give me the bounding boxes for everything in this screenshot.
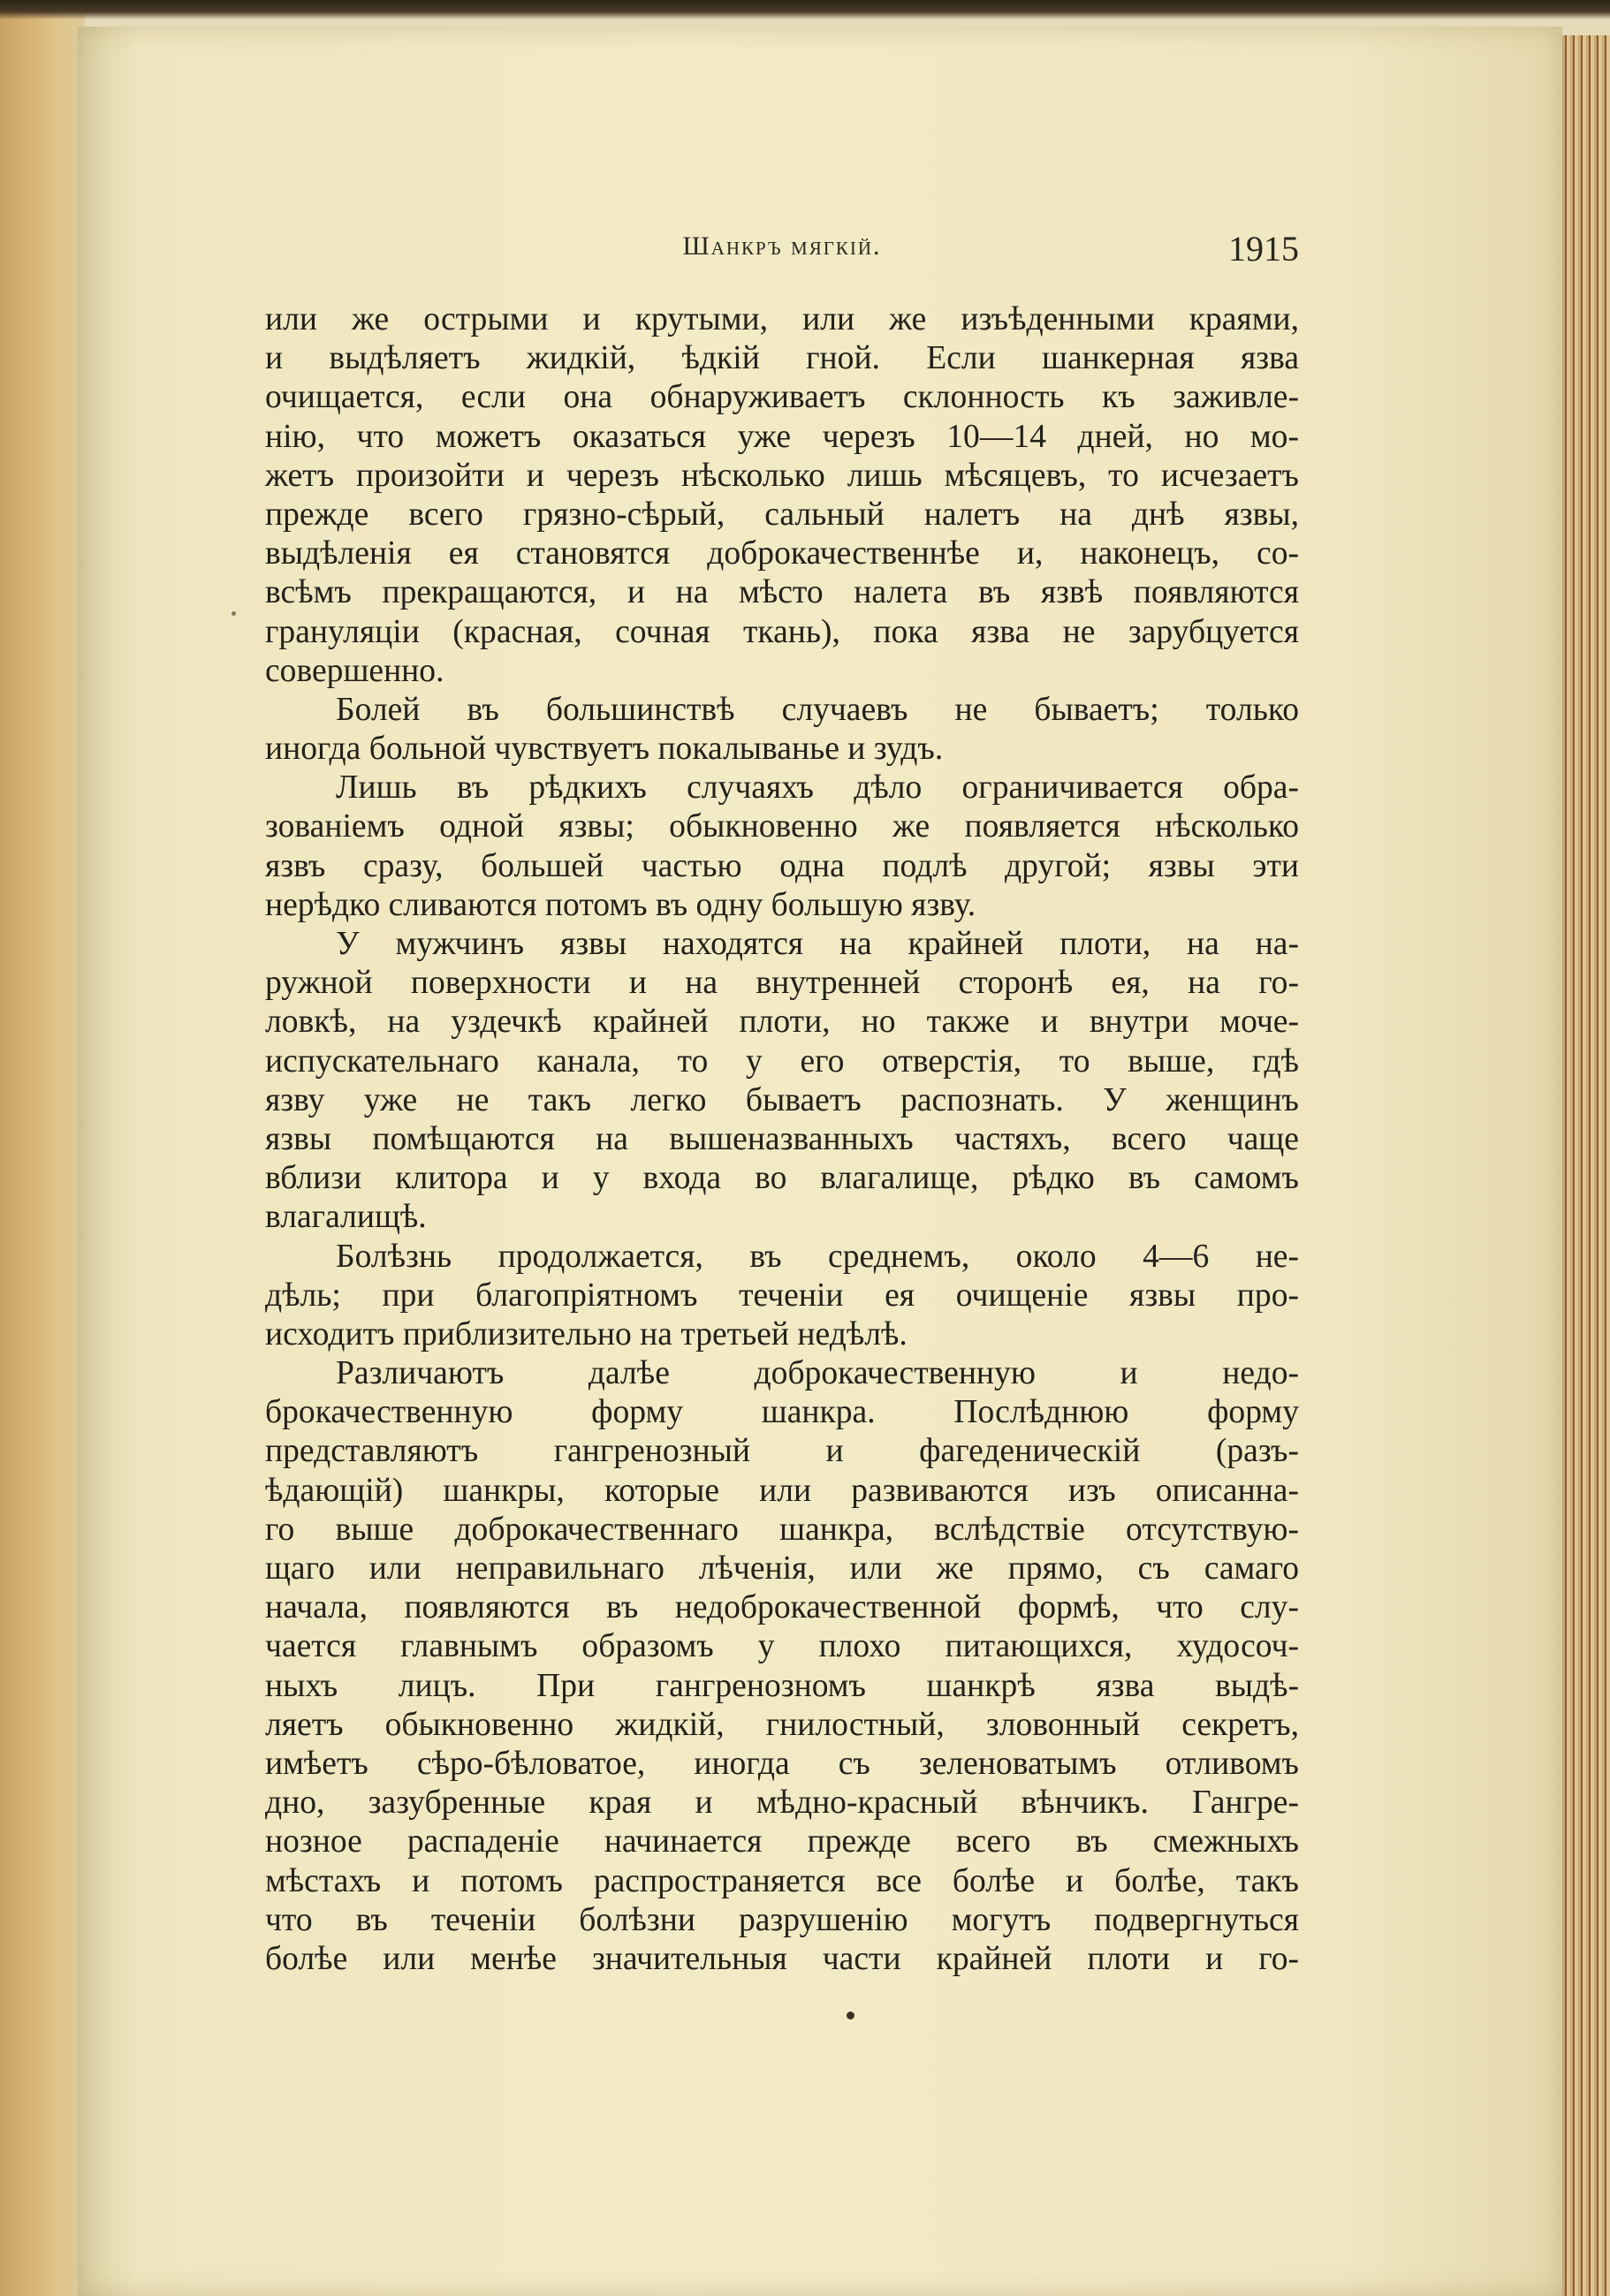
text-line: мѣстахъ и потомъ распространяется все болѣе и болѣе, такъ <box>265 1862 1299 1899</box>
text-line: дно, зазубренные края и мѣдно-красный вѣнчикъ. Гангре- <box>265 1785 1299 1822</box>
text-line: ѣдающій) шанкры, которые или развиваются изъ описанна- <box>265 1472 1299 1509</box>
page-number: 1915 <box>1228 229 1299 269</box>
text-line: прежде всего грязно-сѣрый, сальный налетъ на днѣ язвы, <box>265 496 1299 533</box>
text-line: У мужчинъ язвы находятся на крайней плоти, на на- <box>336 926 1299 962</box>
text-line: Различаютъ далѣе доброкачественную и недо- <box>336 1355 1299 1392</box>
text-line: жетъ произойти и черезъ нѣсколько лишь мѣсяцевъ, то исчезаетъ <box>265 457 1299 494</box>
text-line: Болѣзнь продолжается, въ среднемъ, около 4—6 не- <box>336 1238 1299 1275</box>
body-text <box>265 300 1299 1979</box>
text-line: язвы помѣщаются на вышеназванныхъ частяхъ, всего чаще <box>265 1120 1299 1157</box>
text-line: брокачественную форму шанкра. Послѣднюю форму <box>265 1394 1299 1431</box>
text-line: зованіемъ одной язвы; обыкновенно же появляется нѣсколько <box>265 808 1299 845</box>
text-line: начала, появляются въ недоброкачественной формѣ, что слу- <box>265 1589 1299 1626</box>
page-edges <box>1562 35 1610 2296</box>
running-head <box>265 231 1299 276</box>
text-line: нію, что можетъ оказаться уже черезъ 10—14 дней, но мо- <box>265 418 1299 455</box>
text-line: нерѣдко сливаются потомъ въ одну большую язву. <box>265 886 976 923</box>
running-head-title: Шанкръ мягкій. <box>682 231 882 261</box>
text-line: болѣе или менѣе значительныя части крайней плоти и го- <box>265 1940 1299 1977</box>
text-line: Лишь въ рѣдкихъ случаяхъ дѣло ограничивается обра- <box>336 769 1299 807</box>
text-line: что въ теченіи болѣзни разрушенію могутъ подвергнуться <box>265 1901 1299 1938</box>
text-line: или же острыми и крутыми, или же изъѣденными краями, <box>265 301 1299 337</box>
ink-speck <box>232 611 236 616</box>
text-line: Болей въ большинствѣ случаевъ не бываетъ; только <box>336 691 1299 728</box>
text-line: ловкѣ, на уздечкѣ крайней плоти, но также и внутри моче- <box>265 1004 1299 1041</box>
top-shadow <box>0 0 1610 19</box>
text-line: испускательнаго канала, то у его отверстія, то выше, гдѣ <box>265 1042 1299 1080</box>
ink-dot <box>847 2012 854 2019</box>
text-line: нозное распаденіе начинается прежде всего въ смежныхъ <box>265 1823 1299 1860</box>
text-line: вблизи клитора и у входа во влагалище, рѣдко въ самомъ <box>265 1160 1299 1197</box>
text-line: всѣмъ прекращаются, и на мѣсто налета въ язвѣ появляются <box>265 574 1299 611</box>
text-line: иногда больной чувствуетъ покалыванье и зудъ. <box>265 731 944 768</box>
text-line: язвъ сразу, большей частью одна подлѣ другой; язвы эти <box>265 847 1299 884</box>
text-line: и выдѣляетъ жидкій, ѣдкій гной. Если шанкерная язва <box>265 340 1299 377</box>
text-line: чается главнымъ образомъ у плохо питающихся, худосоч- <box>265 1628 1299 1665</box>
text-line: ружной поверхности и на внутренней сторонѣ ея, на го- <box>265 965 1299 1002</box>
text-line: представляютъ гангренозный и фагеденическій (разъ- <box>265 1433 1299 1470</box>
text-line: ныхъ лицъ. При гангренозномъ шанкрѣ язва выдѣ- <box>265 1667 1299 1704</box>
text-line: язву уже не такъ легко бываетъ распознать. У женщинъ <box>265 1081 1299 1118</box>
text-line: имѣетъ сѣро-бѣловатое, иногда съ зеленоватымъ отливомъ <box>265 1745 1299 1782</box>
text-line: грануляціи (красная, сочная ткань), пока язва не зарубцуется <box>265 613 1299 650</box>
text-line: влагалищѣ. <box>265 1199 427 1236</box>
text-line: выдѣленія ея становятся доброкачественнѣе и, наконецъ, со- <box>265 535 1299 572</box>
text-line: очищается, если она обнаруживаетъ склонность къ заживле- <box>265 379 1299 416</box>
text-line: го выше доброкачественнаго шанкра, вслѣдствіе отсутствую- <box>265 1511 1299 1548</box>
text-line: ляетъ обыкновенно жидкій, гнилостный, зловонный секретъ, <box>265 1706 1299 1743</box>
text-line: исходитъ приблизительно на третьей недѣлѣ. <box>265 1315 908 1353</box>
text-line: совершенно. <box>265 652 444 689</box>
text-line: щаго или неправильнаго лѣченія, или же прямо, съ самаго <box>265 1550 1299 1587</box>
book-gutter <box>0 0 85 2296</box>
text-line: дѣль; при благопріятномъ теченіи ея очищеніе язвы про- <box>265 1277 1299 1314</box>
